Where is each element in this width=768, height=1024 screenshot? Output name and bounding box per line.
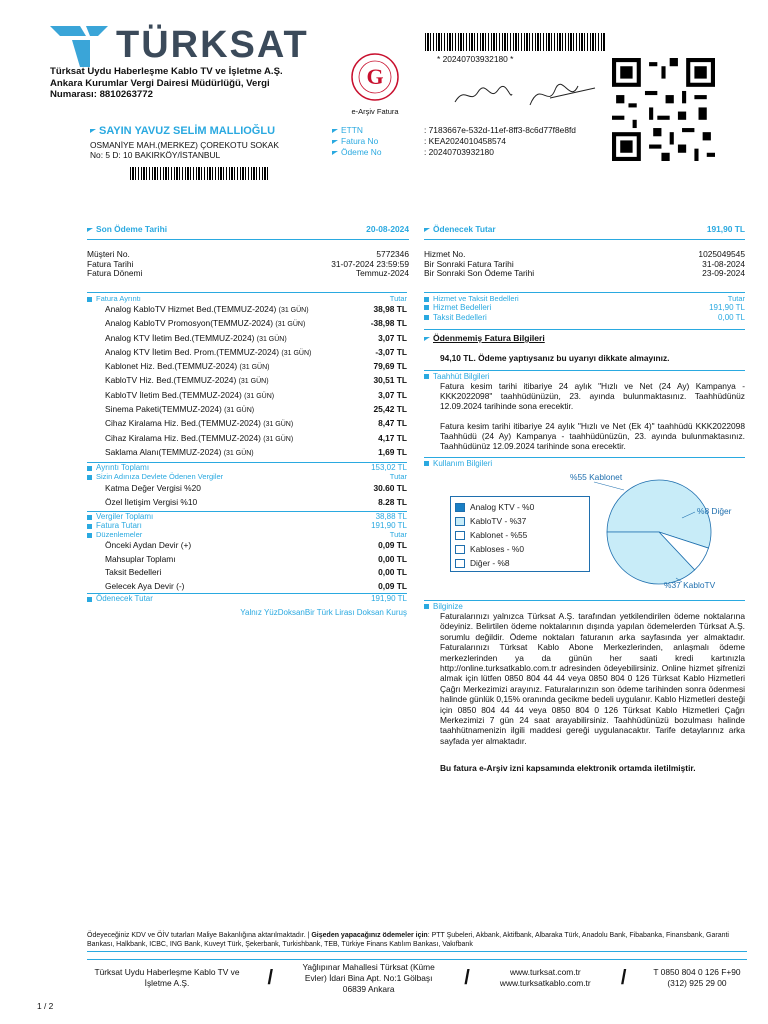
square-icon	[424, 305, 429, 310]
commitment-text: Fatura kesim tarihi itibariye 24 aylık "Hızlı ve Net (Ek 4)" taahhüdü KKK2022098 Taahhüdü (24 Ay) Kampanya - taahhüdünüzün, 23. ayında bulunmaktasınız. Taahhüdünüz 12.09.2024 tarihinde sona erecektir.	[440, 421, 745, 451]
summary-value: Temmuz-2024	[355, 268, 409, 278]
detail-item-label: Analog KTV İletim Bed.(TEMMUZ-2024)	[105, 332, 255, 343]
detail-item-row	[87, 403, 407, 417]
earsiv-seal	[335, 52, 415, 117]
detail-item-row	[87, 417, 407, 431]
detail-item-amount: 1,69 TL	[378, 446, 407, 457]
detail-item-label: Analog KabloTV Promosyon(TEMMUZ-2024)	[105, 318, 274, 329]
turksat-logo-icon	[50, 22, 110, 67]
unpaid-text: 94,10 TL. Ödeme yaptıysanız bu uyarıyı dikkate almayınız.	[440, 353, 670, 363]
detail-item-amount: 8,47 TL	[378, 418, 407, 429]
square-icon	[87, 524, 92, 529]
summary-label: Hizmet No.	[424, 249, 466, 259]
pay-label-text: Ödenecek Tutar	[433, 224, 496, 234]
id-label-text: Ödeme No	[341, 147, 382, 157]
detail-item-amount: -38,98 TL	[370, 318, 407, 329]
detail-item-name	[87, 332, 287, 346]
invoice-details	[87, 292, 407, 617]
footer-note-bold: Gişeden yapacağınız ödemeler için	[309, 932, 428, 939]
adjustment-row	[87, 566, 407, 580]
company-line: Ankara Kurumlar Vergi Dairesi Müdürlüğü, Vergi	[50, 77, 270, 89]
right-column	[424, 292, 745, 774]
detail-item-amount: -3,07 TL	[375, 346, 407, 357]
invoice-total-label	[87, 521, 142, 530]
adjustments-header-label	[87, 530, 142, 539]
info-title	[424, 602, 745, 611]
subtotal-value: 153,02 TL	[371, 463, 407, 473]
square-icon	[87, 533, 92, 538]
square-icon	[424, 604, 429, 609]
adjustment-row	[87, 539, 407, 553]
summary-label: Fatura Tarihi	[87, 258, 134, 269]
detail-item-name	[87, 417, 293, 431]
footer-note	[87, 931, 747, 952]
footer-company: Türksat Uydu Haberleşme Kablo TV ve İşletme A.Ş.	[94, 967, 240, 988]
id-label	[332, 136, 424, 147]
detail-item-days: (31 GÜN)	[239, 364, 270, 372]
legend-label: Analog KTV - %0	[470, 502, 535, 512]
details-header	[87, 292, 407, 303]
svg-text:G: G	[366, 64, 384, 89]
info-title-text: Bilginize	[433, 602, 463, 611]
detail-item-days: (31 GÜN)	[238, 378, 269, 386]
service-value: 0,00 TL	[718, 313, 745, 322]
id-row	[332, 147, 622, 158]
details-tutar: Tutar	[389, 294, 407, 303]
detail-item-amount: 30,51 TL	[373, 375, 407, 386]
service-label	[424, 313, 487, 323]
pay-total-row	[87, 593, 407, 603]
adjustment-row	[87, 580, 407, 594]
company-line: Türksat Uydu Haberleşme Kablo TV ve İşletme A.Ş.	[50, 66, 283, 77]
detail-item-name	[87, 403, 254, 417]
adjustment-name: Gelecek Aya Devir (-)	[105, 580, 185, 591]
page-number: 1 / 2	[37, 1001, 54, 1011]
triangle-icon	[424, 337, 430, 341]
pay-total-label	[87, 594, 153, 603]
service-label	[424, 303, 491, 313]
due-label	[87, 224, 167, 235]
tax-amount: 8.28 TL	[378, 497, 407, 508]
legend-swatch	[455, 531, 465, 540]
customer-address: OSMANİYE MAH.(MERKEZ) ÇOREKOTU SOKAK	[90, 140, 279, 150]
triangle-icon	[332, 151, 338, 155]
brand-name: TÜRKSAT	[116, 24, 309, 66]
signature-image	[450, 80, 600, 110]
summary-value: 1025049545	[698, 249, 745, 259]
detail-item-amount: 3,07 TL	[378, 389, 407, 400]
square-icon	[87, 466, 92, 471]
square-icon	[87, 297, 92, 302]
id-label-text: Fatura No	[341, 136, 379, 146]
legend-label: KabloTV - %37	[470, 516, 527, 526]
pay-total-value: 191,90 TL	[371, 594, 407, 604]
service-label-text: Hizmet Bedelleri	[433, 303, 492, 312]
details-header-text: Fatura Ayrıntı	[96, 294, 141, 303]
detail-item-label: Analog KabloTV Hizmet Bed.(TEMMUZ-2024)	[105, 304, 277, 314]
tax-row	[87, 481, 407, 495]
detail-item-label: Saklama Alanı(TEMMUZ-2024)	[105, 446, 222, 457]
tax-total-label-text: Vergiler Toplamı	[96, 512, 154, 522]
legend-label: Kabloses - %0	[470, 544, 524, 554]
footer-slash: /	[620, 966, 627, 989]
service-label-text: Taksit Bedelleri	[433, 313, 487, 322]
detail-item-name	[87, 374, 269, 388]
detail-item-label: KabloTV İletim Bed.(TEMMUZ-2024)	[105, 389, 242, 400]
triangle-icon	[87, 228, 93, 232]
triangle-icon	[332, 140, 338, 144]
footer-note-text: Ödeyeceğiniz KDV ve ÖİV tutarları Maliye Bakanlığına aktarılmaktadır. |	[87, 932, 310, 939]
customer-name-text: SAYIN YAVUZ SELİM MALLIOĞLU	[99, 125, 276, 137]
summary-value: 5772346	[376, 249, 409, 259]
turksat-logo	[50, 22, 320, 67]
id-label-text: ETTN	[341, 125, 363, 135]
tax-name: Katma Değer Vergisi %20	[105, 483, 201, 494]
barcode-text: * 20240703932180 *	[437, 54, 514, 64]
detail-item-days: (31 GÜN)	[278, 307, 309, 314]
customer-name	[90, 125, 330, 137]
tax-total-row	[87, 511, 407, 521]
detail-item-name	[87, 317, 305, 331]
detail-item-name	[87, 446, 254, 460]
summary-left	[87, 222, 409, 279]
legend-swatch	[455, 559, 465, 568]
detail-item-days: (31 GÜN)	[244, 392, 275, 400]
adjustment-amount: 0,00 TL	[378, 553, 407, 564]
services-header-text: Hizmet ve Taksit Bedelleri	[433, 294, 519, 303]
detail-item-amount: 79,69 TL	[373, 361, 407, 372]
detail-item-row	[87, 446, 407, 460]
detail-item-days: (31 GÜN)	[256, 335, 287, 343]
detail-item-days: (31 GÜN)	[263, 435, 294, 443]
detail-item-amount: 25,42 TL	[373, 404, 407, 415]
unpaid-title-text: Ödenmemiş Fatura Bilgileri	[433, 333, 545, 343]
square-icon	[424, 297, 429, 302]
footer-slash: /	[267, 966, 274, 989]
detail-item-row	[87, 432, 407, 446]
adjustment-row	[87, 553, 407, 567]
triangle-icon	[424, 228, 430, 232]
usage-pie-chart	[564, 470, 749, 590]
unpaid-title	[424, 333, 745, 343]
detail-item-amount: 3,07 TL	[378, 332, 407, 343]
summary-value: 23-09-2024	[702, 268, 745, 278]
customer-address: No: 5 D: 10 BAKIRKÖY/İSTANBUL	[90, 150, 221, 160]
detail-item-name	[87, 303, 309, 317]
detail-item-days: (31 GÜN)	[223, 449, 254, 457]
pay-amount-row	[424, 222, 745, 240]
divider	[424, 600, 745, 601]
detail-item-row	[87, 303, 407, 317]
invoice-total-value: 191,90 TL	[371, 521, 407, 531]
detail-item-name	[87, 360, 269, 374]
divider	[424, 457, 745, 458]
summary-right	[424, 222, 745, 279]
detail-item-row	[87, 374, 407, 388]
tax-total-label	[87, 512, 153, 521]
adjustment-amount: 0,09 TL	[378, 540, 407, 551]
due-label-text: Son Ödeme Tarihi	[96, 224, 168, 234]
id-row	[332, 136, 622, 147]
summary-label: Bir Sonraki Son Ödeme Tarihi	[424, 268, 535, 278]
legend-swatch	[455, 517, 465, 526]
summary-value: 31-08-2024	[702, 258, 745, 269]
summary-row	[424, 269, 745, 279]
services-header-label	[424, 294, 519, 303]
subtotal-row	[87, 462, 407, 472]
top-barcode	[425, 33, 605, 51]
footer-address: Yağlıpınar Mahallesi Türksat (Küme Evler) İdari Bina Apt. No:1 Gölbaşı 06839 Ankara	[302, 961, 435, 994]
triangle-icon	[90, 129, 96, 133]
adjustment-name: Taksit Bedelleri	[105, 567, 162, 578]
detail-item-label: Sinema Paketi(TEMMUZ-2024)	[105, 404, 222, 415]
legend-swatch	[455, 545, 465, 554]
commitment-title	[424, 372, 745, 381]
qr-code	[612, 58, 715, 161]
detail-item-row	[87, 360, 407, 374]
due-date-row	[87, 222, 409, 240]
summary-label: Bir Sonraki Fatura Tarihi	[424, 258, 514, 269]
square-icon	[87, 475, 92, 480]
commitment-text: Fatura kesim tarihi itibariye 24 aylık "Hızlı ve Net (24 Ay) Kampanya - KKK2022098" taahhüdünüzün, 23. ayında bulunmaktasınız. Taahhüdünüz 12.09.2024 tarihinde sona erecektir.	[440, 381, 745, 411]
square-icon	[424, 315, 429, 320]
detail-item-name	[87, 389, 274, 403]
customer-barcode	[130, 167, 270, 180]
footer-phone: T 0850 804 0 126 F+90 (312) 925 29 00	[653, 967, 741, 988]
summary-label: Müşteri No.	[87, 249, 130, 259]
service-value: 191,90 TL	[709, 303, 745, 312]
tax-tutar: Tutar	[389, 472, 407, 482]
company-line: Numarası: 8810263772	[50, 89, 153, 100]
adjustment-name: Mahsuplar Toplamı	[105, 553, 176, 564]
adjustments-header-text: Düzenlemeler	[96, 530, 143, 540]
details-header-label	[87, 294, 141, 303]
seal-icon	[350, 52, 400, 102]
detail-item-amount: 38,98 TL	[373, 304, 407, 314]
tax-header	[87, 472, 407, 481]
earsiv-label: e-Arşiv Fatura	[351, 107, 399, 116]
adjustments-header	[87, 530, 407, 539]
summary-label: Fatura Dönemi	[87, 268, 143, 278]
invoice-total-label-text: Fatura Tutarı	[96, 521, 142, 531]
footer-website[interactable]: www.turksat.com.tr www.turksatkablo.com.tr	[499, 967, 591, 988]
usage-chart	[424, 468, 745, 598]
invoice-no-value: : KEA2024010458574	[424, 136, 506, 146]
legend-label: Diğer - %8	[470, 558, 510, 568]
detail-item-label: Cihaz Kiralama Hiz. Bed.(TEMMUZ-2024)	[105, 432, 261, 443]
footer-slash: /	[464, 966, 470, 989]
divider	[424, 370, 745, 371]
legend-swatch	[455, 503, 465, 512]
footer-contacts	[87, 959, 747, 994]
invoice-total-row	[87, 521, 407, 530]
pay-label	[424, 224, 496, 235]
usage-title	[424, 459, 745, 468]
commitment-title-text: Taahhüt Bilgileri	[433, 372, 490, 381]
detail-item-amount: 4,17 TL	[378, 432, 407, 443]
square-icon	[424, 374, 429, 379]
earsiv-note: Bu fatura e-Arşiv izni kapsamında elektronik ortamda iletilmiştir.	[440, 763, 696, 774]
detail-item-row	[87, 346, 407, 360]
ettn-value: : 7183667e-532d-11ef-8ff3-8c6d77f8e8fd	[424, 125, 576, 135]
subtotal-label	[87, 463, 149, 472]
detail-item-row	[87, 317, 407, 331]
services-tutar: Tutar	[727, 294, 745, 303]
adjustments-tutar: Tutar	[389, 530, 407, 540]
service-row	[424, 303, 745, 313]
divider	[424, 329, 745, 330]
adjustment-name: Önceki Aydan Devir (+)	[105, 540, 192, 551]
pay-value: 191,90 TL	[706, 224, 745, 234]
detail-item-row	[87, 332, 407, 346]
detail-item-name	[87, 432, 293, 446]
adjustment-amount: 0,09 TL	[378, 580, 407, 591]
detail-item-days: (31 GÜN)	[263, 421, 294, 429]
pie-slice-label: %8 Diğer	[697, 506, 732, 516]
detail-item-row	[87, 389, 407, 403]
detail-item-label: Analog KTV İletim Bed. Prom.(TEMMUZ-2024)	[105, 346, 280, 357]
detail-items	[87, 303, 407, 460]
square-icon	[87, 515, 92, 520]
detail-item-label: KabloTV Hiz. Bed.(TEMMUZ-2024)	[105, 375, 237, 386]
adjustment-amount: 0,00 TL	[378, 567, 407, 578]
pay-total-label-text: Ödenecek Tutar	[96, 594, 153, 604]
subtotal-label-text: Ayrıntı Toplamı	[96, 463, 150, 473]
company-info	[50, 66, 320, 101]
tax-amount: 30.60 TL	[373, 483, 407, 494]
summary-value: 31-07-2024 23:59:59	[331, 258, 409, 269]
pie-leader-line	[594, 482, 624, 490]
id-block	[332, 125, 622, 158]
payment-no-value: : 20240703932180	[424, 147, 494, 157]
due-value: 20-08-2024	[366, 224, 409, 234]
id-label	[332, 147, 424, 158]
detail-item-label: Cihaz Kiralama Hiz. Bed.(TEMMUZ-2024)	[105, 418, 261, 429]
id-label	[332, 125, 424, 136]
services-header	[424, 292, 745, 303]
triangle-icon	[332, 129, 338, 133]
square-icon	[87, 597, 92, 602]
pie-slice-label: %37 KabloTV	[664, 580, 716, 590]
detail-item-label: Kablonet Hiz. Bed.(TEMMUZ-2024)	[105, 361, 238, 372]
tax-header-label	[87, 472, 223, 481]
info-text: Faturalarınızı yalnızca Türksat A.Ş. tarafından yetkilendirilen ödeme noktalarına ödeyiniz. Belirtilen ödeme noktalarının dışında yapılan ödemelerden Türksat A.Ş. sorumlu değildir. Ödeme noktaları faturanın arka sayfasında yer almaktadır. Faturalarınızı Türksat Kablo Abone Merkezlerinden, anlaşmalı ödeme merkezlerinden ya da günün her saati kredi kartınızla http://online.turksatkablo.com.tr adresinden ödeyebilirsiniz. Online hizmet şifrenizi almak için lütfen 0850 804 44 44 veya 0850 804 0 126 Türksat Kablo Hizmetleri Çağrı Merkezimizi arayınız. Faturalarınızın son ödeme tarihinden sonra ödenmesi halinde günlük 0,15% oranında gecikme bedeli uygulanır. Kablo Hizmetleri desteği için 0850 804 44 44 veya 0850 804 0 126 Türksat Kablo Hizmetleri Çağrı Merkezimizi 7 gün 24 saat arayabilirsiniz. Taahhüdünüzü bozulması halinde taahhütnamenizin ilgili maddesi gereği uygulanacaktır. Tarife detaylarınız arka sayfada yer almaktadır.	[440, 611, 745, 746]
pie-slice-label: %55 Kablonet	[570, 472, 623, 482]
summary-right-rows	[424, 250, 745, 279]
amount-in-words: Yalnız YüzDoksanBir Türk Lirası Doksan Kuruş	[240, 608, 407, 618]
summary-left-rows	[87, 250, 409, 279]
summary-row	[87, 269, 409, 279]
detail-item-name	[87, 346, 311, 360]
tax-total-value: 38,88 TL	[375, 512, 407, 522]
tax-row	[87, 495, 407, 509]
id-row	[332, 125, 622, 136]
square-icon	[424, 461, 429, 466]
customer-block	[90, 125, 330, 160]
tax-header-text: Sizin Adınıza Devlete Ödenen Vergiler	[96, 472, 224, 482]
detail-item-days: (31 GÜN)	[281, 349, 312, 357]
service-row	[424, 313, 745, 323]
footer-note-text: : PTT Şubeleri, Akbank, Aktifbank, Albaraka Türk, Anadolu Bank, Fibabanka, Finansbank, Garanti Bankası, Halkbank, ICBC, ING Bank, Kuveyt Türk, Şekerbank, Turkishbank, TEB, Türkiye Finans Katılım Bankası, Vakıfbank	[87, 932, 729, 948]
detail-item-days: (31 GÜN)	[224, 407, 255, 415]
tax-name: Özel İletişim Vergisi %10	[105, 497, 198, 508]
usage-title-text: Kullanım Bilgileri	[433, 459, 493, 468]
legend-label: Kablonet - %55	[470, 530, 528, 540]
detail-item-days: (31 GÜN)	[275, 321, 306, 329]
